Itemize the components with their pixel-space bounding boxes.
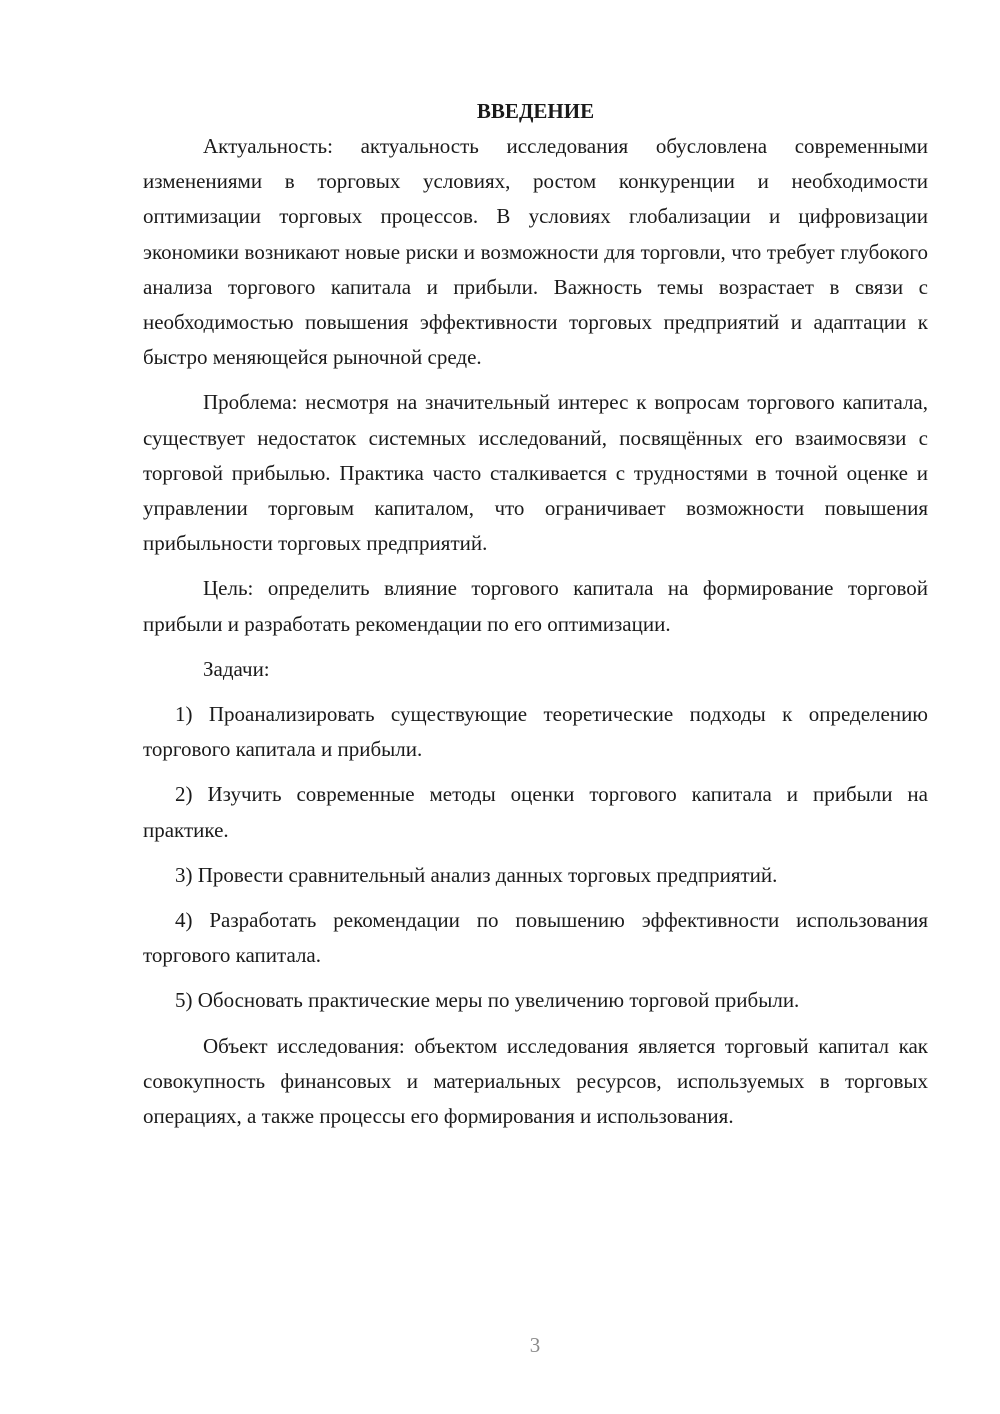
relevance-paragraph: Актуальность: актуальность исследования обусловлена современными изменениями в торговых условиях, ростом конкуренции и необходимости оптимизации торговых процессов. В условиях глобализации и цифровизации экономики возникают новые риски и возможности для торговли, что требует глубокого анализа торгового капитала и прибыли. Важность темы возрастает в связи с необходимостью повышения эффективности торговых предприятий и адаптации к быстро меняющейся рыночной среде. xyxy=(143,134,928,370)
task-item: 2) Изучить современные методы оценки торгового капитала и прибыли на практике. xyxy=(143,782,928,842)
task-item: 3) Провести сравнительный анализ данных торговых предприятий. xyxy=(175,862,778,887)
task-item: 1) Проанализировать существующие теоретические подходы к определению торгового капитала и прибыли. xyxy=(143,702,928,762)
object-paragraph: Объект исследования: объектом исследования является торговый капитал как совокупность финансовых и материальных ресурсов, используемых в торговых операциях, а также процессы его формирования и использования. xyxy=(143,1033,928,1129)
task-item: 5) Обосновать практические меры по увеличению торговой прибыли. xyxy=(175,988,800,1013)
problem-paragraph: Проблема: несмотря на значительный интерес к вопросам торгового капитала, существует недостаток системных исследований, посвящённых его взаимосвязи с торговой прибылью. Практика часто сталкивается с трудностями в точной оценке и управлении торговым капиталом, что ограничивает возможности повышения прибыльности торговых предприятий. xyxy=(143,390,928,556)
page-title: ВВЕДЕНИЕ xyxy=(476,99,595,123)
task-item: 4) Разработать рекомендации по повышению эффективности использования торгового капитала. xyxy=(143,908,928,968)
goal-paragraph: Цель: определить влияние торгового капитала на формирование торговой прибыли и разработать рекомендации по его оптимизации. xyxy=(143,576,928,636)
tasks-heading: Задачи: xyxy=(203,656,270,681)
page-number: 3 xyxy=(529,1333,541,1357)
page-body xyxy=(143,96,928,1144)
